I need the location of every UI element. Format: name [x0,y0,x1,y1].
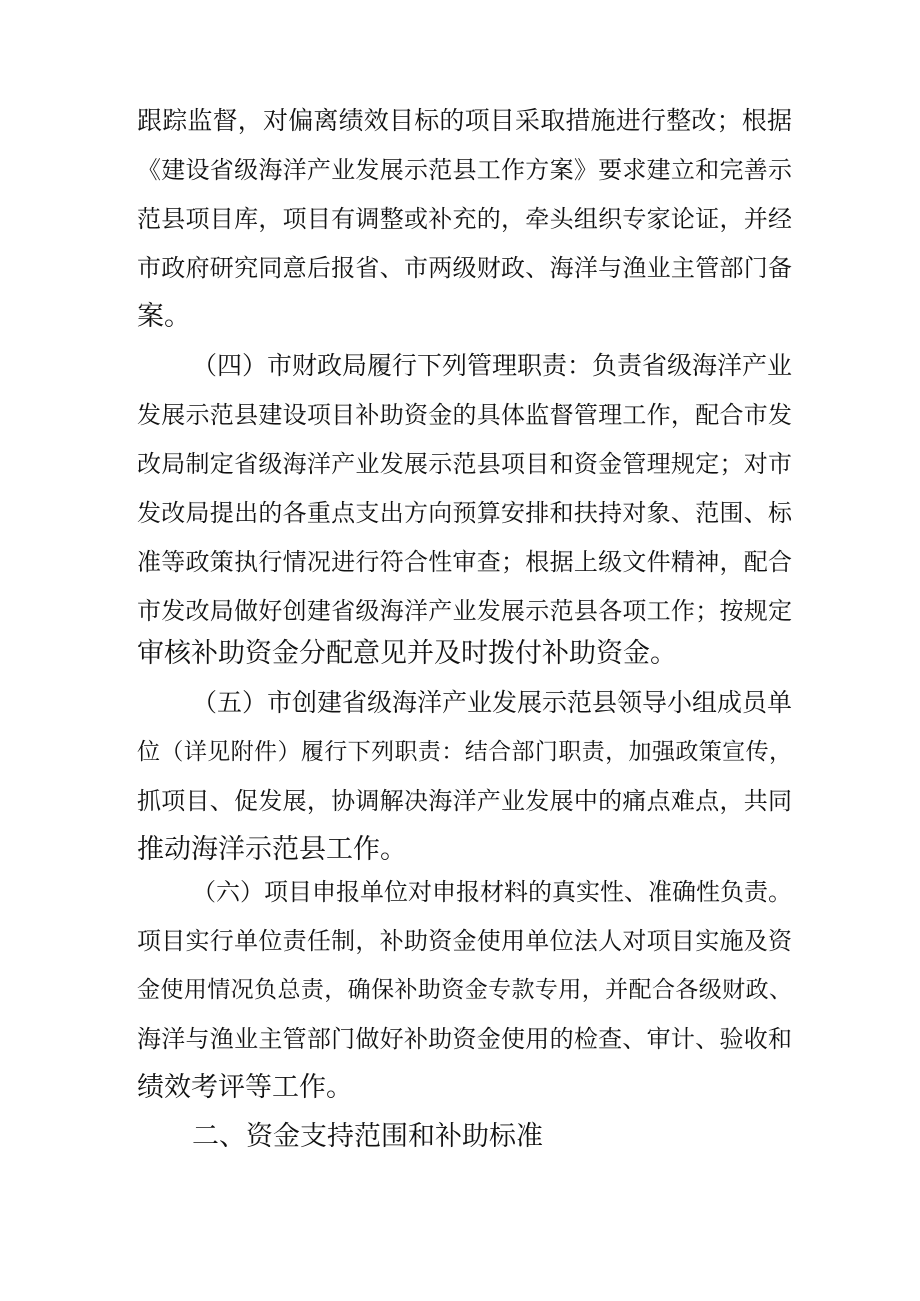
paragraph-line: 推动海洋示范县工作。 [137,834,407,865]
text-line [0,872,920,912]
paragraph-line: （六）项目申报单位对申报材料的真实性、准确性负责。 [192,878,792,906]
text-line [0,150,920,190]
text-line [0,444,920,484]
paragraph-line: 项目实行单位责任制，补助资金使用单位法人对项目实施及资 [137,927,793,955]
paragraph-line: 审核补助资金分配意见并及时拨付补助资金。 [137,638,677,669]
text-line [0,248,920,288]
text-line [0,591,920,631]
paragraph-line: 市发改局做好创建省级海洋产业发展示范县各项工作；按规定 [137,597,793,625]
paragraph-line: 准等政策执行情况进行符合性审查；根据上级文件精神，配合 [137,548,793,576]
paragraph-line: 金使用情况负总责，确保补助资金专款专用，并配合各级财政、 [137,977,793,1003]
paragraph-line: 市政府研究同意后报省、市两级财政、海洋与渔业主管部门备 [137,254,793,282]
text-line [0,732,920,772]
paragraph-line: （五）市创建省级海洋产业发展示范县领导小组成员单 [192,688,793,717]
paragraph-line: 发改局提出的各重点支出方向预算安排和扶持对象、范围、标 [137,499,793,527]
section-heading [0,1117,920,1157]
text-line [0,346,920,386]
text-line [0,101,920,141]
paragraph-line: 发展示范县建设项目补助资金的具体监督管理工作，配合市发 [137,401,793,429]
text-line [0,830,920,870]
paragraph-line: 位（详见附件）履行下列职责：结合部门职责，加强政策宣传， [137,739,793,765]
text-line [0,634,920,674]
text-line [0,395,920,435]
text-line [0,1068,920,1108]
text-line [0,493,920,533]
text-line [0,1019,920,1059]
text-line [0,297,920,337]
paragraph-line: 改局制定省级海洋产业发展示范县项目和资金管理规定；对市 [137,450,793,478]
paragraph-line: 抓项目、促发展，协调解决海洋产业发展中的痛点难点，共同 [137,787,793,815]
paragraph-line: （四）市财政局履行下列管理职责：负责省级海洋产业 [192,351,793,380]
text-line [0,921,920,961]
paragraph-line: 海洋与渔业主管部门做好补助资金使用的检查、审计、验收和 [137,1025,793,1053]
paragraph-line: 跟踪监督，对偏离绩效目标的项目采取措施进行整改；根据 [137,106,793,135]
heading-text: 二、资金支持范围和补助标准 [192,1121,543,1152]
paragraph-line: 《建设省级海洋产业发展示范县工作方案》要求建立和完善示 [137,156,793,184]
text-line [0,781,920,821]
text-line [0,970,920,1010]
paragraph-line: 绩效考评等工作。 [137,1072,353,1103]
paragraph-line: 案。 [137,301,191,332]
text-line [0,683,920,723]
text-line [0,542,920,582]
text-line [0,199,920,239]
paragraph-line: 范县项目库，项目有调整或补充的，牵头组织专家论证，并经 [137,205,793,233]
